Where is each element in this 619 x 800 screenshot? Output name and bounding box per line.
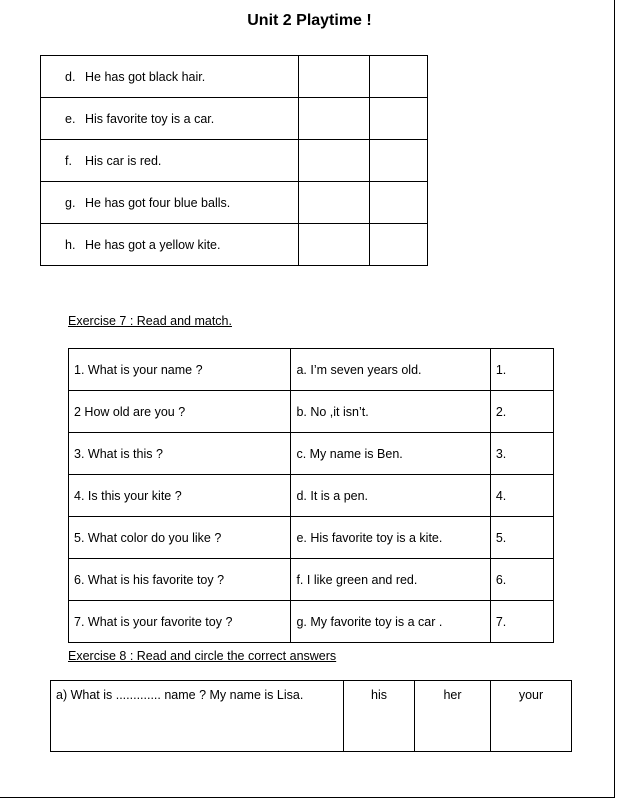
question-cell: 3. What is this ?	[69, 433, 291, 475]
exercise-7-heading: Exercise 7 : Read and match.	[68, 314, 232, 328]
answer-box[interactable]	[298, 182, 369, 224]
answer-cell: c. My name is Ben.	[291, 433, 490, 475]
question-cell: 6. What is his favorite toy ?	[69, 559, 291, 601]
statement-text: He has got four blue balls.	[85, 195, 231, 210]
answer-cell: e. His favorite toy is a kite.	[291, 517, 490, 559]
question-cell: 2 How old are you ?	[69, 391, 291, 433]
table-row	[51, 681, 572, 752]
table-row	[41, 182, 428, 224]
statement-text: He has got a yellow kite.	[85, 237, 221, 252]
table-row	[41, 98, 428, 140]
statement-key: f.	[65, 153, 72, 168]
table-row	[69, 349, 554, 391]
match-number-cell[interactable]: 6.	[490, 559, 553, 601]
answer-cell: d. It is a pen.	[291, 475, 490, 517]
match-number-cell[interactable]: 2.	[490, 391, 553, 433]
match-number-cell[interactable]: 3.	[490, 433, 553, 475]
question-cell: 4. Is this your kite ?	[69, 475, 291, 517]
question-cell: 5. What color do you like ?	[69, 517, 291, 559]
table-row	[69, 601, 554, 643]
question-cell: 1. What is your name ?	[69, 349, 291, 391]
table-row	[41, 224, 428, 266]
answer-cell: b. No ,it isn’t.	[291, 391, 490, 433]
statement-key: h.	[65, 237, 76, 252]
answer-box[interactable]	[298, 56, 369, 98]
answer-box[interactable]	[369, 182, 428, 224]
match-table	[68, 348, 554, 643]
circle-answer-table	[50, 680, 572, 752]
answer-cell: f. I like green and red.	[291, 559, 490, 601]
table-row	[41, 56, 428, 98]
statement-cell	[41, 182, 299, 224]
table-row	[69, 391, 554, 433]
statement-key: d.	[65, 69, 76, 84]
match-number-cell[interactable]: 4.	[490, 475, 553, 517]
option-her[interactable]: her	[415, 681, 491, 752]
statement-cell	[41, 56, 299, 98]
answer-box[interactable]	[298, 224, 369, 266]
option-his[interactable]: his	[344, 681, 415, 752]
page-title: Unit 2 Playtime !	[247, 12, 372, 29]
table-row	[69, 517, 554, 559]
answer-box[interactable]	[298, 140, 369, 182]
statement-cell	[41, 140, 299, 182]
answer-box[interactable]	[298, 98, 369, 140]
sentence-cell: a) What is ............. name ? My name is Lisa.	[51, 681, 344, 752]
table-row	[69, 475, 554, 517]
table-row	[69, 559, 554, 601]
statement-cell	[41, 224, 299, 266]
answer-box[interactable]	[369, 98, 428, 140]
statement-key: g.	[65, 195, 76, 210]
match-number-cell[interactable]: 5.	[490, 517, 553, 559]
statements-table	[40, 55, 428, 266]
answer-box[interactable]	[369, 140, 428, 182]
table-row	[41, 140, 428, 182]
statement-cell	[41, 98, 299, 140]
answer-box[interactable]	[369, 56, 428, 98]
match-number-cell[interactable]: 7.	[490, 601, 553, 643]
statement-text: His car is red.	[85, 153, 162, 168]
option-your[interactable]: your	[491, 681, 572, 752]
exercise-8-heading: Exercise 8 : Read and circle the correct answers	[68, 649, 337, 663]
answer-cell: g. My favorite toy is a car .	[291, 601, 490, 643]
answer-cell: a. I’m seven years old.	[291, 349, 490, 391]
answer-box[interactable]	[369, 224, 428, 266]
statement-text: His favorite toy is a car.	[85, 111, 215, 126]
match-number-cell[interactable]: 1.	[490, 349, 553, 391]
statement-key: e.	[65, 111, 76, 126]
statement-text: He has got black hair.	[85, 69, 206, 84]
table-row	[69, 433, 554, 475]
question-cell: 7. What is your favorite toy ?	[69, 601, 291, 643]
